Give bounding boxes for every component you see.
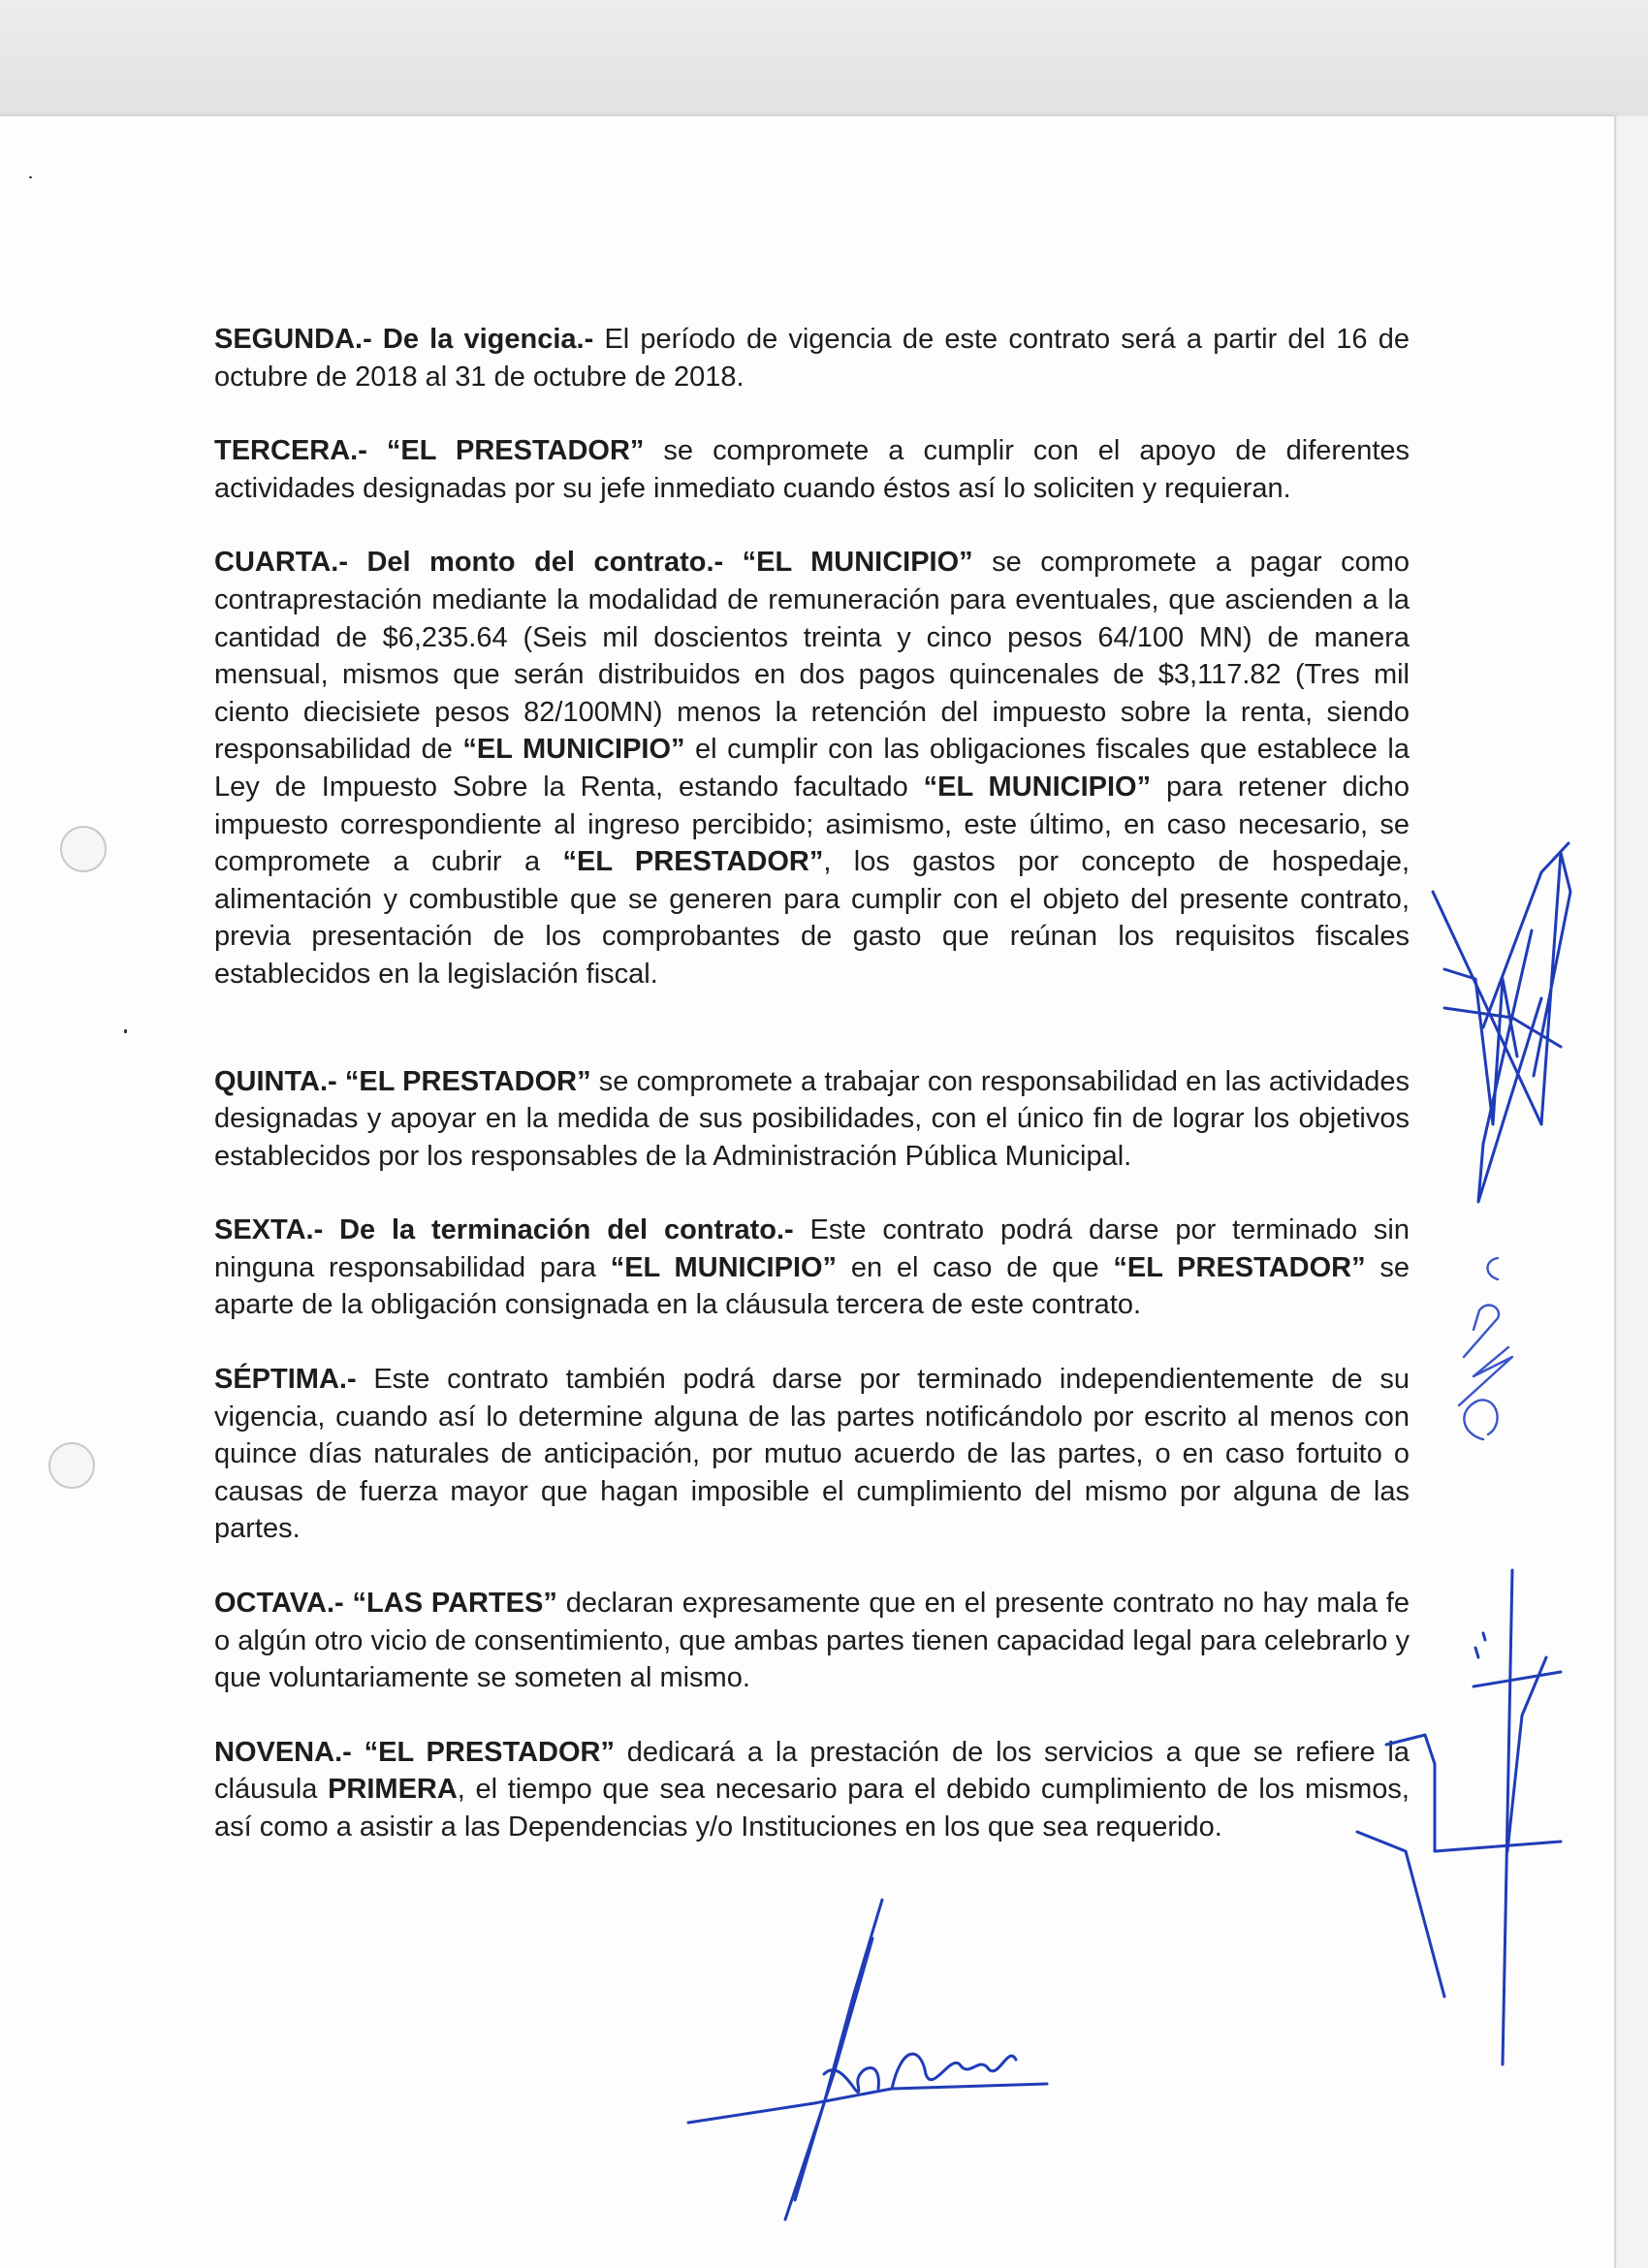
clause-segunda	[214, 321, 1410, 395]
clause-heading: SEXTA.- De la terminación del contrato.-	[214, 1214, 794, 1246]
clause-heading: SEGUNDA.- De la vigencia.-	[214, 324, 594, 355]
clause-text: , el tiempo que sea necesario para el debido cumplimiento de los mismos, así como a asistir a las Dependencias y/o Instituciones en los que sea requerido.	[214, 1774, 1410, 1843]
clause-text: Este contrato podrá darse por terminado sin ninguna responsabilidad para	[214, 1214, 1410, 1283]
clause-reference: PRIMERA	[328, 1774, 458, 1806]
clause-heading: SÉPTIMA.-	[214, 1364, 357, 1396]
clause-tercera	[214, 432, 1410, 507]
clause-cuarta	[214, 544, 1410, 992]
clause-text: se compromete a trabajar con responsabilidad en las actividades designadas y apoyar en la medida de sus posibilidades, con el único fin de lograr los objetivos establecidos por los responsables de la Administración Pública Municipal.	[214, 1065, 1410, 1172]
clause-text: Este contrato también podrá darse por terminado independientemente de su vigencia, cuando así lo determine alguna de las partes notificándolo por escrito al menos con quince días naturales de anticipación, por mutuo acuerdo de las partes, o en caso fortuito o causas de fuerza mayor que hagan imposible el cumplimiento del mismo por alguna de las partes.	[214, 1364, 1410, 1545]
clause-heading: TERCERA.- “EL PRESTADOR”	[214, 435, 645, 467]
punch-hole-bottom	[48, 1442, 95, 1489]
party-name: “EL MUNICIPIO”	[610, 1251, 838, 1283]
clause-text: se compromete a cumplir con el apoyo de diferentes actividades designadas por su jefe inmediato cuando éstos así lo soliciten y requieran.	[214, 435, 1410, 504]
party-name: “EL PRESTADOR”	[1113, 1251, 1366, 1283]
clause-text: para retener dicho impuesto correspondiente al ingreso percibido; asimismo, este último, en caso necesario, se compromete a cubrir a	[214, 771, 1410, 878]
clause-text: se compromete a pagar como contraprestación mediante la modalidad de remuneración para eventuales, que ascienden a la cantidad de $6,235.64 (Seis mil doscientos treinta y cinco pesos 64/100 MN) de manera mensual, mismos que serán distribuidos en dos pagos quincenales de $3,117.82 (Tres mil ciento diecisiete pesos 82/100MN) menos la retención del impuesto sobre la renta, siendo responsabilidad de	[214, 547, 1410, 766]
clause-heading: OCTAVA.- “LAS PARTES”	[214, 1588, 557, 1620]
clause-heading: QUINTA.- “EL PRESTADOR”	[214, 1065, 591, 1097]
clause-text: el cumplir con las obligaciones fiscales que establece la Ley de Impuesto Sobre la Renta, estando facultado	[214, 734, 1410, 803]
clause-quinta	[214, 1063, 1410, 1176]
scan-speck	[29, 176, 32, 178]
clause-text: , los gastos por concepto de hospedaje, alimentación y combustible que se generen para cumplir con el objeto del presente contrato, previa presentación de los comprobantes de gasto que reúnan los requisitos fiscales establecidos en la legislación fiscal.	[214, 846, 1410, 990]
clause-heading: CUARTA.- Del monto del contrato.- “EL MUNICIPIO”	[214, 547, 973, 579]
party-name: “EL MUNICIPIO”	[923, 771, 1152, 803]
clause-text: en el caso de que	[837, 1251, 1114, 1283]
party-name: “EL MUNICIPIO”	[462, 734, 685, 766]
clause-heading: NOVENA.- “EL PRESTADOR”	[214, 1736, 615, 1768]
clause-text: se aparte de la obligación consignada en la cláusula tercera de este contrato.	[214, 1251, 1410, 1321]
clause-text: dedicará a la prestación de los servicios a que se refiere la cláusula	[214, 1736, 1410, 1806]
punch-hole-top	[60, 826, 107, 872]
clause-septima	[214, 1361, 1410, 1548]
clause-text: El período de vigencia de este contrato será a partir del 16 de octubre de 2018 al 31 de octubre de 2018.	[214, 324, 1410, 393]
scan-speck	[124, 1029, 127, 1033]
contract-body	[214, 321, 1410, 1883]
clause-octava	[214, 1585, 1410, 1697]
clause-novena	[214, 1734, 1410, 1846]
scanner-background	[0, 0, 1648, 116]
clause-text: declaran expresamente que en el presente contrato no hay mala fe o algún otro vicio de consentimiento, que ambas partes tienen capacidad legal para celebrarlo y que voluntariamente se someten al mismo.	[214, 1588, 1410, 1694]
clause-sexta	[214, 1212, 1410, 1324]
party-name: “EL PRESTADOR”	[562, 846, 824, 878]
